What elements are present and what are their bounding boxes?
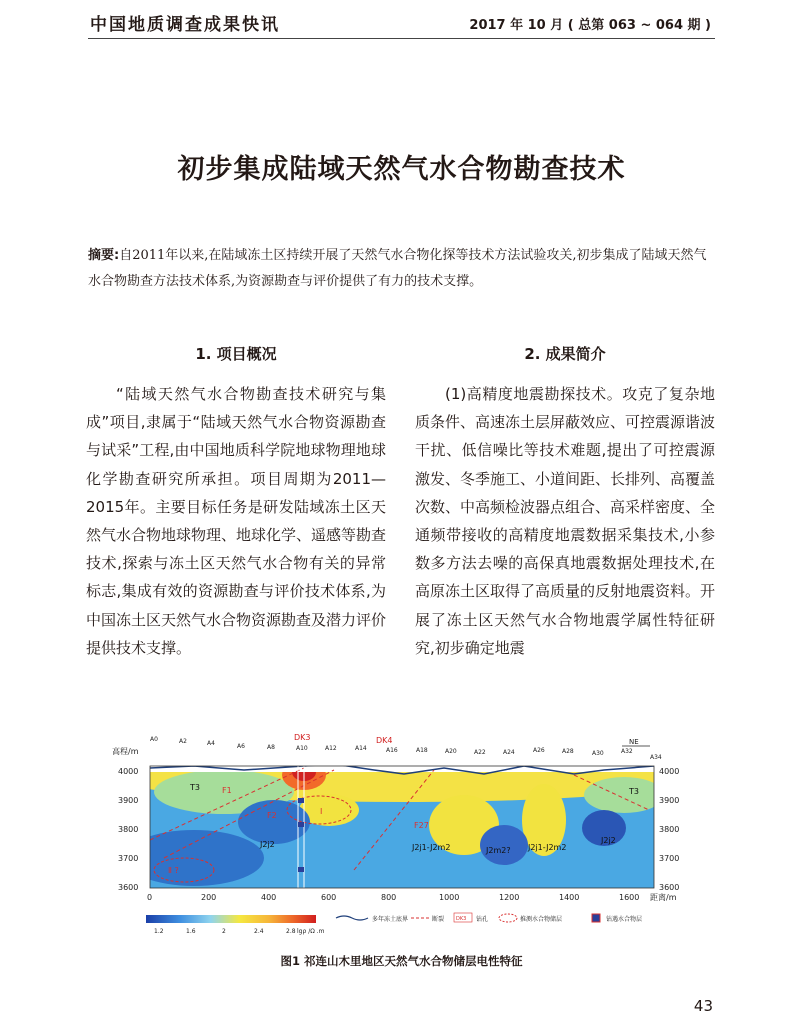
section-body: (1)高精度地震勘探技术。攻克了复杂地质条件、高速冻土层屏蔽效应、可控震源谐波干扰、低信噪比等技术难题,提出了可控震源激发、冬季施工、小道间距、长排列、高覆盖次数、中高频检波器点组合、高采样密度、全通频带接收的高精度地震数据采集技术,小参数多方法去噪的高保真地震数据处理技术,在高原冻土区取得了高质量的反射地震资料。开展了冻土区天然气水合物地震学属性特征研究,初步确定地震 [415, 385, 716, 657]
y-tick: 3900 [118, 796, 139, 805]
station-label: A26 [533, 747, 545, 754]
x-axis-unit: 距离/m [650, 893, 677, 902]
colorbar [146, 915, 316, 923]
unit-label: J2j2 [601, 836, 616, 845]
y-tick-right: 3700 [659, 854, 680, 863]
y-tick: 3600 [118, 883, 139, 892]
well-label: DK4 [376, 736, 393, 745]
y-tick-right: 3800 [659, 825, 680, 834]
y-tick-right: 3900 [659, 796, 680, 805]
x-tick: 1000 [439, 893, 460, 902]
abstract [88, 243, 715, 295]
journal-name: 中国地质调查成果快讯 [90, 15, 280, 35]
station-label: A14 [355, 745, 367, 752]
station-label: A22 [474, 749, 486, 756]
colorbar-unit: lgρ /Ω .m [297, 928, 325, 935]
article-title: 初步集成陆域天然气水合物勘查技术 [177, 154, 626, 185]
abstract-text: 自2011年以来,在陆域冻土区持续开展了天然气水合物化探等技术方法试验攻关,初步集成了陆域天然气水合物勘查方法技术体系,为资源勘查与评价提供了有力的技术支撑。 [88, 248, 707, 289]
station-label: A2 [179, 738, 187, 745]
colorbar-tick: 2.4 [254, 928, 264, 935]
unit-label: T3 [629, 787, 639, 796]
section-body: “陆域天然气水合物勘查技术研究与集成”项目,隶属于“陆域天然气水合物资源勘查与试采”工程,由中国地质科学院地球物理地球化学勘查研究所承担。项目周期为2011—2015年。主要目标任务是研发陆域冻土区天然气水合物地球物理、地球化学、遥感等勘查技术,探索与冻土区天然气水合物有关的异常标志,集成有效的资源勘查与评价技术体系,为中国冻土区天然气水合物资源勘查及潜力评价提供技术支撑。 [86, 385, 387, 657]
y-tick-right: 3600 [659, 883, 680, 892]
legend-well-tag: DK3 [456, 916, 467, 922]
station-label: A20 [445, 748, 457, 755]
station-label: A12 [325, 745, 337, 752]
unit-label: F1 [222, 786, 232, 795]
north-label: NE [629, 738, 639, 746]
colorbar-tick: 1.2 [154, 928, 164, 935]
colorbar-tick: 1.6 [186, 928, 196, 935]
station-label: A4 [207, 740, 215, 747]
legend-label: 推测水合物储层 [520, 916, 563, 923]
legend-label: 多年冻土底界 [372, 916, 409, 923]
unit-label: F2 [267, 811, 277, 820]
station-label: A18 [416, 747, 428, 754]
x-tick: 600 [321, 893, 337, 902]
section-heading: 1. 项目概况 [195, 345, 277, 363]
unit-label: J2j1-J2m2 [528, 843, 567, 852]
station-label: A16 [386, 747, 398, 754]
unit-label: T3 [190, 783, 200, 792]
y-tick: 3700 [118, 854, 139, 863]
station-label: A30 [592, 750, 604, 757]
resistivity-profile-figure [104, 730, 700, 938]
station-label: A0 [150, 736, 158, 743]
x-tick: 0 [147, 893, 153, 902]
station-label: A32 [621, 748, 633, 755]
x-tick: 400 [261, 893, 277, 902]
hydrate-layer-icon [592, 914, 600, 922]
resistivity-section [124, 758, 684, 888]
colorbar-tick: 2.8 [286, 928, 296, 935]
station-label: A24 [503, 749, 515, 756]
station-label: A6 [237, 743, 245, 750]
unit-label: Ⅱ ? [168, 866, 179, 875]
colorbar-tick: 2 [222, 928, 226, 935]
well-label: DK3 [294, 733, 311, 742]
legend-label: 断裂 [432, 916, 445, 923]
x-tick: 1400 [559, 893, 580, 902]
section-project-overview [86, 340, 386, 662]
unit-label: J2j1-J2m2 [412, 843, 451, 852]
permafrost-line-icon [336, 916, 368, 920]
y-tick: 3800 [118, 825, 139, 834]
legend-label: 钻遇水合物层 [606, 916, 643, 923]
y-tick: 4000 [118, 767, 139, 776]
y-axis-label: 高程/m [112, 747, 139, 756]
x-tick: 1600 [619, 893, 640, 902]
abstract-label: 摘要: [88, 248, 120, 263]
unit-label: Ⅰ [320, 807, 323, 816]
station-label: A28 [562, 748, 574, 755]
y-tick-right: 4000 [659, 767, 680, 776]
figure-caption: 图1 祁连山木里地区天然气水合物储层电性特征 [280, 954, 523, 968]
unit-label: F27 [414, 821, 429, 830]
inferred-zone-icon [499, 914, 517, 922]
header-divider [88, 38, 715, 39]
section-results [415, 340, 715, 662]
unit-label: J2m2? [486, 846, 511, 855]
section-heading: 2. 成果简介 [524, 345, 606, 363]
station-label: A34 [650, 754, 662, 761]
x-tick: 1200 [499, 893, 520, 902]
station-label: A10 [296, 745, 308, 752]
issue-info: 2017 年 10 月 ( 总第 063 ~ 064 期 ) [469, 18, 711, 33]
legend-label: 钻孔 [476, 916, 489, 923]
x-tick: 800 [381, 893, 397, 902]
unit-label: J2j2 [260, 840, 275, 849]
page-number: 43 [693, 997, 713, 1015]
station-label: A8 [267, 744, 275, 751]
x-tick: 200 [201, 893, 217, 902]
